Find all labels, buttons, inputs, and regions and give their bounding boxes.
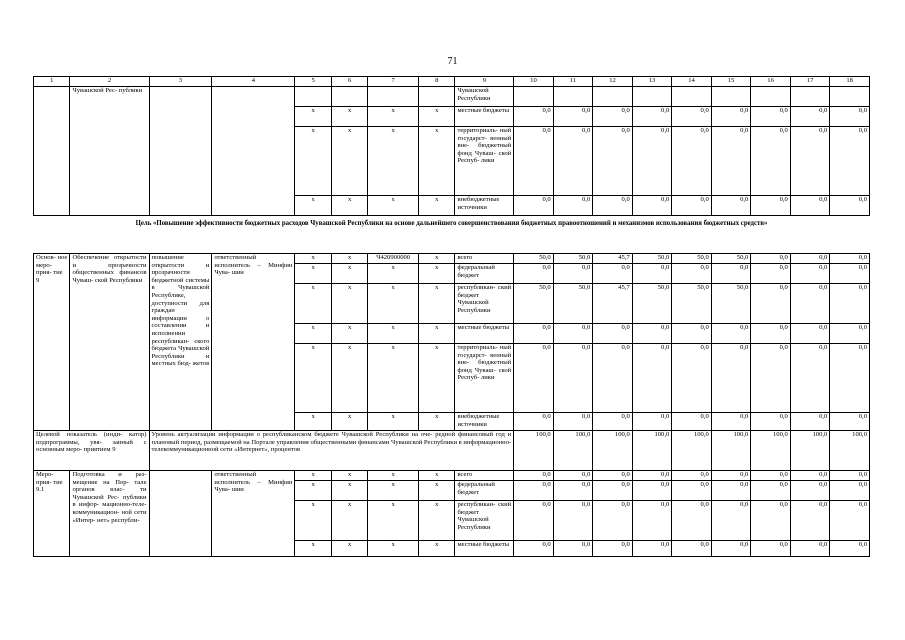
cell-c6: x [331,107,367,127]
value-cell: 100,0 [830,431,870,471]
value-cell: 50,0 [632,254,672,264]
cell-c8: x [418,541,454,557]
column-header: 18 [830,77,870,87]
value-cell: 0,0 [790,541,830,557]
value-cell: 0,0 [751,284,791,324]
value-cell: 50,0 [672,254,712,264]
value-cell: 0,0 [593,471,633,481]
cell-c5: x [295,284,331,324]
value-cell: 0,0 [711,344,751,413]
funding-source: внебюджетные источники [455,413,514,431]
goal-title: Цель «Повышение эффективности бюджетных расходов Чувашской Республики на основе дальнейшего совершенствования бюджетных правоотношений и механизмов использования бюджетных средств» [34,216,870,254]
value-cell: 0,0 [593,264,633,284]
value-cell: 0,0 [593,196,633,216]
cell-c7: x [368,196,419,216]
cell-c8: x [418,264,454,284]
value-cell: 100,0 [593,431,633,471]
cell-c7: x [368,481,419,501]
cell-c7: Ч420900000 [368,254,419,264]
column-header: 17 [790,77,830,87]
value-cell: 0,0 [553,324,593,344]
value-cell: 0,0 [672,471,712,481]
value-cell: 0,0 [751,501,791,541]
value-cell: 0,0 [553,127,593,196]
value-cell: 100,0 [790,431,830,471]
cell-c5: x [295,541,331,557]
cell-c8: x [418,254,454,264]
empty-cell [295,87,331,107]
empty-cell [593,87,633,107]
value-cell: 0,0 [711,471,751,481]
funding-source: республикан- ский бюджет Чувашской Республики [455,501,514,541]
empty-cell [790,87,830,107]
value-cell: 0,0 [672,107,712,127]
empty-cell [830,87,870,107]
responsible-executor: ответственный исполнитель – Минфин Чува- шии [212,471,295,557]
table-row [34,87,870,107]
value-cell: 100,0 [553,431,593,471]
value-cell: 0,0 [632,264,672,284]
value-cell: 0,0 [711,324,751,344]
value-cell: 0,0 [632,541,672,557]
header-row [34,77,870,87]
cell-c6: x [331,481,367,501]
empty-cell [514,87,554,107]
empty-cell [711,87,751,107]
empty-cell [553,87,593,107]
cell-c7: x [368,471,419,481]
column-header: 10 [514,77,554,87]
value-cell: 0,0 [751,471,791,481]
value-cell: 50,0 [632,284,672,324]
empty-cell [331,87,367,107]
column-header: 15 [711,77,751,87]
funding-source: местные бюджеты [455,324,514,344]
value-cell: 0,0 [790,344,830,413]
value-cell: 0,0 [830,344,870,413]
indicator-label: Целевой показатель (инди- катор) подпрограммы, увя- занный с основным меро- приятием 9 [34,431,150,471]
column-header: 16 [751,77,791,87]
measure-result: повышение открытости и прозрачности бюджетной системы в Чувашской Республике, доступности для граждан информации о составлении и исполнении республикан- ского бюджета Чувашской Республики и местных бюд- жетов [149,254,212,431]
measure-name: Обеспечение открытости и прозрачности общественных финансов Чуваш- ской Республики [70,254,149,431]
cell-c5: x [295,324,331,344]
value-cell: 0,0 [632,413,672,431]
value-cell: 0,0 [514,196,554,216]
cell-c8: x [418,127,454,196]
value-cell: 0,0 [514,264,554,284]
value-cell: 0,0 [790,264,830,284]
value-cell: 50,0 [711,284,751,324]
column-header: 13 [632,77,672,87]
value-cell: 0,0 [830,541,870,557]
value-cell: 0,0 [751,344,791,413]
cell-c6: x [331,196,367,216]
cell-c8: x [418,324,454,344]
cell-c8: x [418,471,454,481]
cell-c8: x [418,413,454,431]
value-cell: 0,0 [553,481,593,501]
value-cell: 100,0 [632,431,672,471]
cell-c6: x [331,127,367,196]
value-cell: 0,0 [593,413,633,431]
table-row [34,471,870,481]
value-cell: 0,0 [711,264,751,284]
responsible-executor: ответственный исполнитель – Минфин Чува- шии [212,254,295,431]
value-cell: 0,0 [790,413,830,431]
value-cell: 0,0 [830,413,870,431]
value-cell: 0,0 [790,254,830,264]
empty-cell [34,87,70,216]
funding-source: внебюджетные источники [455,196,514,216]
cell-c8: x [418,344,454,413]
funding-source: всего [455,471,514,481]
value-cell: 0,0 [553,471,593,481]
value-cell: 0,0 [711,501,751,541]
indicator-text: Уровень актуализации информации о республиканском бюджете Чувашской Республики на оче- редной финансовый год и плановый период, размещаемой на Портале управления общественными финансами Чувашской Республики в информационно-телекоммуникационной сети «Интернет», процентов [149,431,514,471]
value-cell: 0,0 [632,127,672,196]
value-cell: 0,0 [593,541,633,557]
value-cell: 0,0 [830,196,870,216]
value-cell: 0,0 [672,344,712,413]
value-cell: 0,0 [711,196,751,216]
funding-source: республикан- ский бюджет Чувашской Республики [455,284,514,324]
cell-c5: x [295,127,331,196]
value-cell: 0,0 [632,344,672,413]
value-cell: 0,0 [672,481,712,501]
cell-c6: x [331,284,367,324]
value-cell: 0,0 [751,413,791,431]
value-cell: 0,0 [672,501,712,541]
cell-c8: x [418,107,454,127]
value-cell: 0,0 [830,254,870,264]
value-cell: 0,0 [593,481,633,501]
cell-c5: x [295,107,331,127]
value-cell: 0,0 [711,541,751,557]
cell-c5: x [295,481,331,501]
cell-c7: x [368,127,419,196]
value-cell: 50,0 [711,254,751,264]
value-cell: 0,0 [751,254,791,264]
value-cell: 0,0 [514,413,554,431]
value-cell: 0,0 [830,324,870,344]
funding-source: территориаль- ный государст- венный вне- бюджетный фонд Чуваш- ской Респуб- лики [455,127,514,196]
value-cell: 100,0 [711,431,751,471]
value-cell: 0,0 [672,127,712,196]
value-cell: 0,0 [593,127,633,196]
value-cell: 0,0 [711,127,751,196]
funding-source: федеральный бюджет [455,481,514,501]
cell-c6: x [331,324,367,344]
cell-c7: x [368,324,419,344]
value-cell: 0,0 [553,196,593,216]
indicator-row [34,431,870,471]
measure-name: Подготовка и раз- мещение на Пор- тале органов влас- ти Чувашской Рес- публики в инфор- мационно-теле- коммуникацион- ной сети «Интер- нет» республи- [70,471,149,557]
value-cell: 0,0 [593,107,633,127]
value-cell: 100,0 [751,431,791,471]
column-header: 12 [593,77,633,87]
cell-c6: x [331,344,367,413]
cell-c6: x [331,501,367,541]
value-cell: 0,0 [514,324,554,344]
cell-c5: x [295,196,331,216]
value-cell: 0,0 [751,541,791,557]
value-cell: 0,0 [790,471,830,481]
column-header: 14 [672,77,712,87]
value-cell: 0,0 [830,127,870,196]
column-header: 9 [455,77,514,87]
value-cell: 0,0 [553,541,593,557]
cell-c8: x [418,284,454,324]
value-cell: 45,7 [593,254,633,264]
value-cell: 0,0 [593,501,633,541]
value-cell: 0,0 [553,501,593,541]
value-cell: 0,0 [672,413,712,431]
funding-source: местные бюджеты [455,541,514,557]
value-cell: 0,0 [751,481,791,501]
column-header: 11 [553,77,593,87]
value-cell: 0,0 [632,107,672,127]
value-cell: 100,0 [672,431,712,471]
value-cell: 0,0 [672,196,712,216]
cell-c6: x [331,413,367,431]
value-cell: 0,0 [632,471,672,481]
cell-c5: x [295,413,331,431]
value-cell: 100,0 [514,431,554,471]
funding-source: Чувашской Республики [455,87,514,107]
column-header: 4 [212,77,295,87]
value-cell: 0,0 [593,344,633,413]
value-cell: 0,0 [514,344,554,413]
measure-label: Меро- прия- тие 9.1 [34,471,70,557]
value-cell: 0,0 [632,481,672,501]
cell-c7: x [368,344,419,413]
value-cell: 0,0 [672,264,712,284]
funding-source: федеральный бюджет [455,264,514,284]
value-cell: 0,0 [711,107,751,127]
value-cell: 0,0 [830,471,870,481]
value-cell: 50,0 [514,254,554,264]
cell-c7: x [368,501,419,541]
value-cell: 0,0 [553,344,593,413]
value-cell: 50,0 [514,284,554,324]
value-cell: 0,0 [790,284,830,324]
funding-source: всего [455,254,514,264]
column-header: 6 [331,77,367,87]
value-cell: 0,0 [632,501,672,541]
value-cell: 0,0 [751,264,791,284]
value-cell: 0,0 [514,541,554,557]
value-cell: 0,0 [553,107,593,127]
column-header: 7 [368,77,419,87]
value-cell: 0,0 [790,107,830,127]
value-cell: 0,0 [672,324,712,344]
value-cell: 0,0 [790,196,830,216]
value-cell: 0,0 [553,413,593,431]
value-cell: 0,0 [711,481,751,501]
value-cell: 50,0 [553,284,593,324]
empty-cell [672,87,712,107]
program-name-cont: Чувашской Рес- публики [70,87,149,216]
value-cell: 0,0 [830,501,870,541]
value-cell: 0,0 [830,284,870,324]
funding-source: местные бюджеты [455,107,514,127]
value-cell: 0,0 [751,107,791,127]
value-cell: 0,0 [632,324,672,344]
cell-c6: x [331,541,367,557]
empty-cell [751,87,791,107]
column-header: 8 [418,77,454,87]
cell-c5: x [295,254,331,264]
budget-table [33,76,870,557]
value-cell: 0,0 [514,501,554,541]
cell-c5: x [295,501,331,541]
cell-c8: x [418,501,454,541]
cell-c6: x [331,264,367,284]
page-number: 71 [447,56,458,67]
cell-c5: x [295,264,331,284]
cell-c8: x [418,196,454,216]
value-cell: 45,7 [593,284,633,324]
table-body [34,77,870,557]
column-header: 2 [70,77,149,87]
cell-c5: x [295,344,331,413]
empty-cell [149,471,212,557]
value-cell: 0,0 [790,324,830,344]
empty-cell [149,87,212,216]
value-cell: 0,0 [514,481,554,501]
column-header: 3 [149,77,212,87]
table-row [34,254,870,264]
value-cell: 0,0 [553,264,593,284]
cell-c7: x [368,284,419,324]
value-cell: 0,0 [514,107,554,127]
empty-cell [212,87,295,216]
cell-c7: x [368,541,419,557]
value-cell: 0,0 [751,127,791,196]
value-cell: 0,0 [790,481,830,501]
cell-c7: x [368,264,419,284]
cell-c7: x [368,107,419,127]
goal-row [34,216,870,254]
value-cell: 0,0 [672,541,712,557]
empty-cell [368,87,419,107]
cell-c8: x [418,481,454,501]
value-cell: 0,0 [751,324,791,344]
empty-cell [418,87,454,107]
funding-source: территориаль- ный государст- венный вне- бюджетный фонд Чуваш- ской Респуб- лики [455,344,514,413]
value-cell: 0,0 [593,324,633,344]
measure-label: Основ- ное меро- прия- тие 9 [34,254,70,431]
column-header: 1 [34,77,70,87]
value-cell: 50,0 [553,254,593,264]
cell-c6: x [331,254,367,264]
value-cell: 50,0 [672,284,712,324]
value-cell: 0,0 [830,481,870,501]
value-cell: 0,0 [514,127,554,196]
cell-c5: x [295,471,331,481]
value-cell: 0,0 [751,196,791,216]
empty-cell [632,87,672,107]
cell-c7: x [368,413,419,431]
value-cell: 0,0 [514,471,554,481]
value-cell: 0,0 [711,413,751,431]
value-cell: 0,0 [830,264,870,284]
column-header: 5 [295,77,331,87]
cell-c6: x [331,471,367,481]
value-cell: 0,0 [830,107,870,127]
value-cell: 0,0 [790,501,830,541]
value-cell: 0,0 [790,127,830,196]
value-cell: 0,0 [632,196,672,216]
